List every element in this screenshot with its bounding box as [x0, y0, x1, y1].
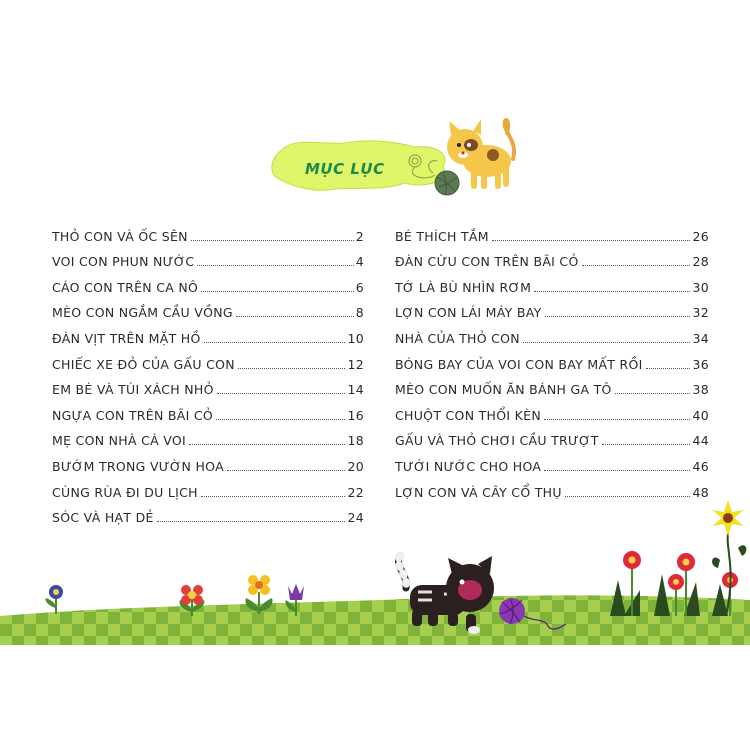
flower-red [180, 585, 205, 616]
toc-entry-title: BÉ THÍCH TẮM [395, 228, 489, 244]
dot-leader [216, 409, 345, 420]
grass-ground [0, 595, 750, 645]
toc-entry-title: ĐÀN CỪU CON TRÊN BÃI CỎ [395, 254, 579, 270]
toc-entry-page: 8 [355, 305, 364, 321]
dot-leader [204, 332, 346, 343]
toc-entry[interactable] [52, 218, 364, 244]
toc-entry-page: 38 [692, 382, 709, 398]
dot-leader [238, 358, 346, 369]
toc-entry-page: 36 [692, 356, 709, 372]
flower-yellow [246, 575, 273, 614]
toc-entry[interactable] [395, 397, 709, 423]
flowers-right-cluster [610, 500, 746, 616]
toc-entry[interactable] [52, 397, 364, 423]
dot-leader [201, 281, 354, 292]
toc-entry[interactable] [395, 346, 709, 372]
toc-entry-page: 6 [355, 279, 364, 295]
toc-entry-title: MÈO CON NGẮM CẦU VỒNG [52, 305, 233, 321]
toc-entry[interactable] [52, 269, 364, 295]
toc-entry-title: EM BÉ VÀ TÚI XÁCH NHỎ [52, 382, 214, 398]
toc-entry[interactable] [395, 269, 709, 295]
toc-entry-title: CÁO CON TRÊN CA NÔ [52, 279, 199, 295]
toc-entry[interactable] [395, 218, 709, 244]
toc-entry-title: TỚ LÀ BÙ NHÌN RƠM [395, 279, 532, 295]
toc-entry-page: 26 [692, 228, 709, 244]
toc-entry-page: 12 [347, 356, 364, 372]
toc-entry-title: CHUỘT CON THỔI KÈN [395, 407, 541, 423]
dot-leader [157, 511, 346, 522]
toc-entry-page: 32 [692, 305, 709, 321]
toc-entry-title: VOI CON PHUN NƯỚC [52, 254, 195, 270]
toc-entry-title: BƯỚM TRONG VƯỜN HOA [52, 458, 224, 474]
toc-entry-title: MẸ CON NHÀ CÁ VOI [52, 433, 187, 449]
toc-entry-title: LỢN CON LÁI MÁY BAY [395, 305, 542, 321]
toc-entry-page: 40 [692, 407, 709, 423]
dot-leader [565, 486, 691, 497]
purple-yarn-ball [499, 598, 566, 629]
toc-entry-page: 28 [692, 254, 709, 270]
dot-leader [236, 306, 354, 317]
toc-entry[interactable] [52, 423, 364, 449]
dot-leader [544, 460, 690, 471]
toc-entry-page: 14 [347, 382, 364, 398]
toc-entry-page: 44 [692, 433, 709, 449]
dot-leader [191, 230, 354, 241]
toc-entry-title: ĐÀN VỊT TRÊN MẶT HỒ [52, 330, 201, 346]
toc-entry-title: SÓC VÀ HẠT DẺ [52, 510, 154, 526]
flower-blue [45, 585, 63, 614]
toc-entry[interactable] [52, 448, 364, 474]
dot-leader [523, 332, 691, 343]
toc-entry-page: 24 [347, 510, 364, 526]
toc-entry-page: 2 [355, 228, 364, 244]
toc-entry[interactable] [395, 295, 709, 321]
flower-purple-tulip [285, 584, 304, 616]
toc-entry[interactable] [395, 244, 709, 270]
toc-entry-title: TƯỚI NƯỚC CHO HOA [395, 458, 542, 474]
toc-entry-title: NHÀ CỦA THỎ CON [395, 330, 520, 346]
toc-entry[interactable] [52, 320, 364, 346]
toc-entry[interactable] [395, 372, 709, 398]
toc-entry[interactable] [52, 346, 364, 372]
toc-entry[interactable] [395, 474, 709, 500]
toc-entry-page: 46 [692, 458, 709, 474]
toc-entry[interactable] [395, 448, 709, 474]
dot-leader [189, 434, 345, 445]
toc-entry-page: 10 [347, 330, 364, 346]
toc-entry-title: CÙNG RÙA ĐI DU LỊCH [52, 484, 198, 500]
toc-entry-page: 48 [692, 484, 709, 500]
toc-entry-title: BÓNG BAY CỦA VOI CON BAY MẤT RỒI [395, 356, 643, 372]
toc-entry[interactable] [395, 320, 709, 346]
toc-title: MỤC LỤC [305, 160, 385, 178]
toc-left-column [52, 218, 364, 525]
dot-leader [615, 383, 691, 394]
dot-leader [646, 358, 691, 369]
dot-leader [217, 383, 346, 394]
dot-leader [227, 460, 346, 471]
toc-entry-page: 20 [347, 458, 364, 474]
toc-entry-page: 16 [347, 407, 364, 423]
toc-right-column [395, 218, 709, 500]
toc-entry-title: CHIẾC XE ĐỎ CỦA GẤU CON [52, 356, 235, 372]
toc-entry[interactable] [52, 295, 364, 321]
toc-entry-page: 34 [692, 330, 709, 346]
dot-leader [582, 255, 691, 266]
toc-entry-title: MÈO CON MUỐN ĂN BÁNH GA TÔ [395, 382, 612, 398]
toc-entry-title: LỢN CON VÀ CÂY CỔ THỤ [395, 484, 562, 500]
toc-entry-title: THỎ CON VÀ ỐC SÊN [52, 228, 188, 244]
cat-with-yarn-illustration [425, 115, 525, 200]
toc-entry[interactable] [52, 372, 364, 398]
dot-leader [545, 306, 691, 317]
toc-entry[interactable] [52, 244, 364, 270]
dot-leader [492, 230, 691, 241]
toc-entry-title: NGỰA CON TRÊN BÃI CỎ [52, 407, 214, 423]
dot-leader [201, 486, 346, 497]
dot-leader [197, 255, 353, 266]
dot-leader [602, 434, 691, 445]
toc-entry[interactable] [395, 423, 709, 449]
toc-entry[interactable] [52, 500, 364, 526]
dot-leader [544, 409, 690, 420]
toc-entry[interactable] [52, 474, 364, 500]
toc-entry-page: 4 [355, 254, 364, 270]
toc-entry-title: GẤU VÀ THỎ CHƠI CẦU TRƯỢT [395, 433, 599, 449]
black-cat-illustration [398, 556, 494, 634]
toc-entry-page: 30 [692, 279, 709, 295]
toc-entry-page: 18 [347, 433, 364, 449]
toc-entry-page: 22 [347, 484, 364, 500]
dot-leader [534, 281, 690, 292]
